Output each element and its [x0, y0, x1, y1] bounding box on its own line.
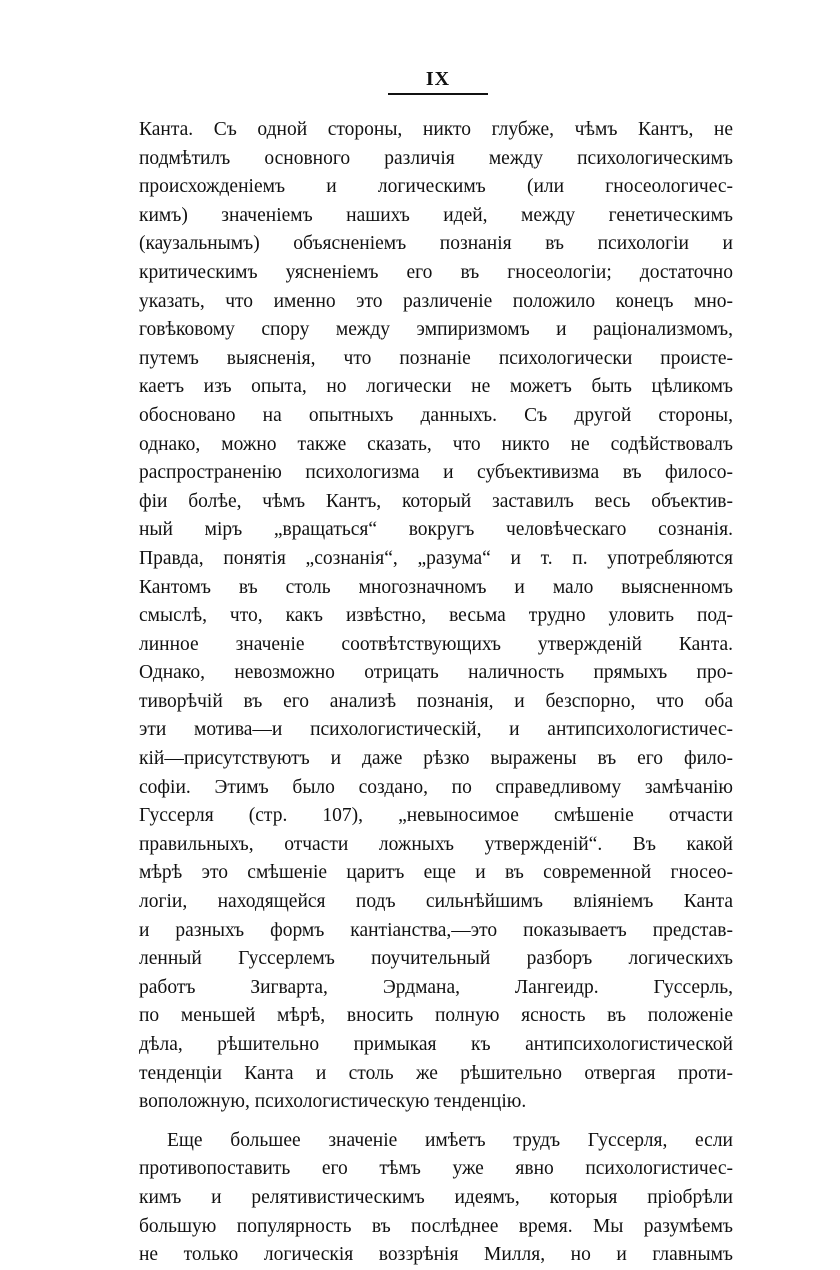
text-line: обосновано на опытныхъ данныхъ. Съ другой стороны,: [139, 404, 733, 426]
text-line: кій—присутствуютъ и даже рѣзко выражены въ его фило-: [139, 748, 733, 770]
text-line: ленный Гуссерлемъ поучительный разборъ логическихъ: [139, 948, 733, 970]
text-line: воположную, психологистическую тенденцію.: [139, 1091, 527, 1113]
text-line: Еще большее значеніе имѣетъ трудъ Гуссерля, если: [167, 1129, 733, 1151]
text-line: софіи. Этимъ было создано, по справедливому замѣчанію: [139, 776, 733, 798]
text-line: кимъ и релятивистическимъ идеямъ, которыя пріобрѣли: [139, 1186, 733, 1208]
text-line: дѣла, рѣшительно примыкая къ антипсихологистической: [139, 1034, 733, 1055]
text-line: Однако, невозможно отрицать наличность прямыхъ про-: [139, 662, 733, 684]
text-line: указать, что именно это различеніе положило конецъ мно-: [139, 290, 733, 312]
text-line: критическимъ уясненіемъ его въ гносеологіи; достаточно: [139, 261, 733, 283]
text-line: эти мотива—и психологистическій, и антипсихологистичес-: [139, 719, 733, 741]
text-line: путемъ выясненія, что познаніе психологически происте-: [139, 347, 733, 369]
text-line: говѣковому спору между эмпиризмомъ и раціонализмомъ,: [139, 319, 733, 341]
text-line: правильныхъ, отчасти ложныхъ утвержденій“. Въ какой: [139, 833, 733, 855]
text-line: подмѣтилъ основного различія между психологическимъ: [139, 147, 733, 169]
text-line: Кантомъ въ столь многозначномъ и мало выясненномъ: [139, 576, 733, 598]
text-line: смыслѣ, что, какъ извѣстно, весьма трудно уловить под-: [139, 605, 733, 627]
text-line: не только логическія воззрѣнія Милля, но и главнымъ: [139, 1244, 733, 1266]
text-line: линное значеніе соотвѣтствующихъ утвержденій Канта.: [139, 633, 733, 655]
text-line: Гуссерля (стр. 107), „невыносимое смѣшеніе отчасти: [139, 805, 733, 827]
text-line: по меньшей мѣрѣ, вносить полную ясность въ положеніе: [139, 1005, 733, 1027]
text-line: однако, можно также сказать, что никто не содѣйствовалъ: [139, 433, 733, 455]
text-line: и разныхъ формъ кантіанства,—это показываетъ представ-: [139, 919, 733, 941]
text-line: большую популярность въ послѣднее время. Мы разумѣемъ: [139, 1215, 733, 1237]
text-line: тиворѣчій въ его анализѣ познанія, и безспорно, что оба: [139, 690, 733, 712]
text-line: каетъ изъ опыта, но логически не можетъ быть цѣликомъ: [139, 376, 733, 398]
text-line: распространенію психологизма и субъективизма въ филосо-: [139, 462, 733, 484]
text-line: происхожденіемъ и логическимъ (или гносеологичес-: [139, 176, 733, 198]
body-text: [139, 116, 733, 1270]
text-line: кимъ) значеніемъ нашихъ идей, между генетическимъ: [139, 204, 733, 226]
paragraph-gap: [139, 1117, 733, 1127]
text-line: Канта. Съ одной стороны, никто глубже, чѣмъ Кантъ, не: [139, 119, 733, 140]
text-line: (каузальнымъ) объясненіемъ познанія въ психологіи и: [139, 233, 733, 255]
text-line: фіи болѣе, чѣмъ Кантъ, который заставилъ весь объектив-: [139, 490, 733, 512]
text-line: логіи, находящейся подъ сильнѣйшимъ вліяніемъ Канта: [139, 891, 733, 913]
text-line: ный міръ „вращаться“ вокругъ человѣческаго сознанія.: [139, 519, 733, 541]
page-number: IX: [425, 68, 451, 90]
text-line: Правда, понятія „сознанія“, „разума“ и т. п. употребляются: [139, 547, 733, 569]
text-line: противопоставить его тѣмъ уже явно психологистичес-: [139, 1158, 733, 1180]
text-line: работъ Зигварта, Эрдмана, Лангеидр. Гуссерль,: [139, 976, 733, 998]
text-line: тенденціи Канта и столь же рѣшительно отвергая проти-: [139, 1062, 733, 1084]
header-rule: [388, 93, 488, 95]
text-line: мѣрѣ это смѣшеніе царитъ еще и въ современной гносео-: [139, 862, 733, 884]
